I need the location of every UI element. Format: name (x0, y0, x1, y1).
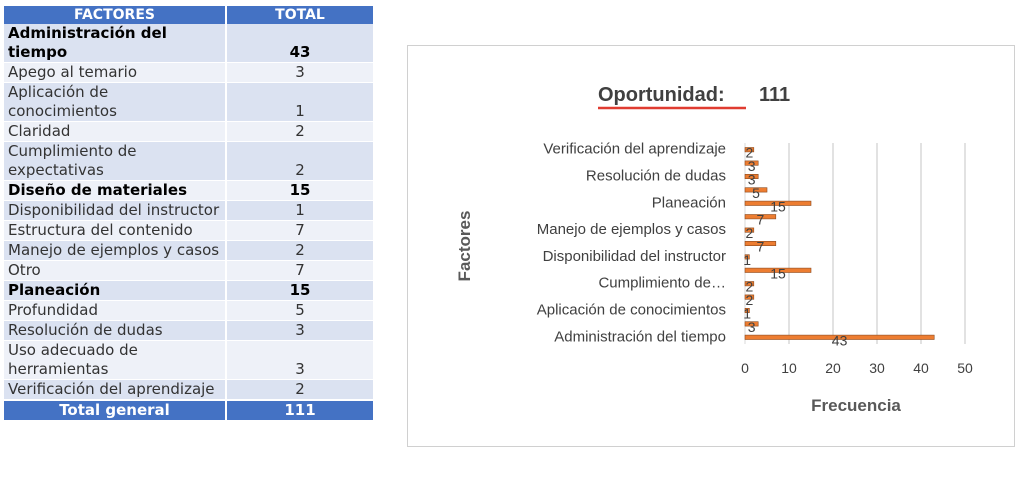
bar-value-label: 2 (745, 144, 754, 161)
factor-cell: Cumplimiento de expectativas (4, 142, 226, 181)
total-cell: 3 (226, 63, 374, 83)
table-row (4, 83, 374, 122)
table-row (4, 321, 374, 341)
x-tick-label: 40 (913, 360, 929, 376)
total-cell: 1 (226, 201, 374, 221)
bar-value-label: 15 (770, 198, 786, 215)
bar-value-label: 43 (831, 332, 848, 349)
factor-cell: Aplicación de conocimientos (4, 83, 226, 122)
category-tick-label: Resolución de dudas (585, 167, 726, 185)
x-axis-label: Frecuencia (811, 396, 901, 415)
chart-title-value: 111 (759, 84, 791, 106)
factor-cell: Resolución de dudas (4, 321, 226, 341)
total-cell: 2 (226, 380, 374, 401)
header-factores: FACTORES (4, 6, 226, 24)
factor-cell: Profundidad (4, 301, 226, 321)
total-cell: 2 (226, 122, 374, 142)
category-tick-label: Aplicación de conocimientos (536, 301, 726, 319)
category-tick-label: Cumplimiento de… (598, 274, 726, 292)
total-cell: 1 (226, 83, 374, 122)
chart-title-prefix: Oportunidad: (598, 84, 725, 106)
x-tick-label: 10 (781, 360, 797, 376)
y-axis-label: Factores (455, 210, 474, 282)
total-cell: 5 (226, 301, 374, 321)
total-cell: 15 (226, 181, 374, 201)
x-tick-label: 0 (741, 360, 749, 376)
header-total: TOTAL (226, 6, 374, 24)
bar-value-label: 3 (747, 171, 756, 188)
table-row (4, 142, 374, 181)
category-tick-label: Administración del tiempo (554, 328, 726, 346)
factor-cell: Estructura del contenido (4, 221, 226, 241)
table-row (4, 261, 374, 281)
chart-category-labels (537, 141, 726, 346)
total-cell: 15 (226, 281, 374, 301)
table-row (4, 221, 374, 241)
table-row (4, 301, 374, 321)
table-row (4, 122, 374, 142)
total-cell: 43 (226, 24, 374, 63)
factors-table (4, 6, 375, 421)
total-cell: 3 (226, 321, 374, 341)
x-tick-label: 30 (869, 360, 885, 376)
bar-value-label: 3 (747, 318, 756, 335)
chart-grid (745, 143, 965, 344)
table-body (4, 24, 374, 400)
factor-cell: Apego al temario (4, 63, 226, 83)
chart-value-labels (743, 145, 847, 349)
factor-cell: Uso adecuado de herramientas (4, 341, 226, 380)
bar-value-label: 2 (745, 292, 754, 309)
bar-value-label: 7 (756, 211, 765, 228)
total-label: Total general (4, 400, 226, 421)
bar-value-label: 1 (743, 305, 752, 322)
table-row (4, 380, 374, 401)
chart-bars (745, 148, 934, 340)
total-cell: 7 (226, 221, 374, 241)
category-tick-label: Manejo de ejemplos y casos (536, 221, 726, 239)
bar-value-label: 1 (743, 251, 752, 268)
bar-chart (408, 46, 1014, 446)
bar-value-label: 7 (756, 238, 765, 255)
factor-cell: Manejo de ejemplos y casos (4, 241, 226, 261)
bar-value-label: 2 (745, 278, 754, 295)
total-cell: 7 (226, 261, 374, 281)
category-tick-label: Verificación del aprendizaje (543, 140, 726, 158)
total-row (4, 400, 374, 421)
total-cell: 2 (226, 142, 374, 181)
x-tick-label: 50 (957, 360, 973, 376)
factor-cell: Claridad (4, 122, 226, 142)
chart-container (407, 45, 1015, 447)
category-tick-label: Planeación (651, 194, 726, 212)
factor-cell: Planeación (4, 281, 226, 301)
table-row (4, 201, 374, 221)
total-cell: 2 (226, 241, 374, 261)
bar-value-label: 2 (745, 225, 754, 242)
table-row (4, 241, 374, 261)
chart-x-ticks (741, 360, 973, 376)
factor-cell: Administración del tiempo (4, 24, 226, 63)
table-row (4, 281, 374, 301)
factor-cell: Diseño de materiales (4, 181, 226, 201)
table-row (4, 181, 374, 201)
bar-value-label: 5 (752, 184, 760, 201)
bar-value-label: 15 (770, 265, 786, 282)
bar-value-label: 3 (747, 158, 756, 175)
table-header-row (4, 6, 374, 24)
table-row (4, 24, 374, 63)
table-row (4, 63, 374, 83)
total-value: 111 (226, 400, 374, 421)
table-row (4, 341, 374, 380)
total-cell: 3 (226, 341, 374, 380)
factor-cell: Disponibilidad del instructor (4, 201, 226, 221)
factor-cell: Otro (4, 261, 226, 281)
category-tick-label: Disponibilidad del instructor (542, 247, 726, 265)
factor-cell: Verificación del aprendizaje (4, 380, 226, 401)
x-tick-label: 20 (825, 360, 841, 376)
